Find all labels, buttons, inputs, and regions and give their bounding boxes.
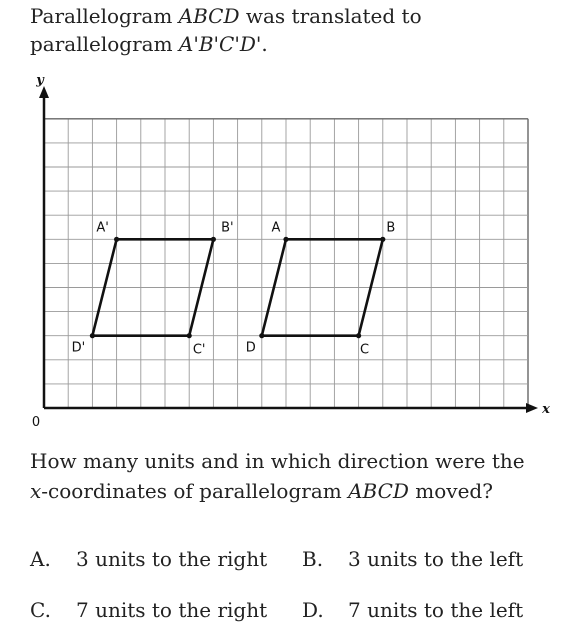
coordinate-grid-figure — [0, 70, 575, 430]
vertex-point — [211, 237, 216, 242]
vertex-label-c: C — [360, 342, 370, 358]
choice-b[interactable] — [302, 546, 523, 572]
choice-letter: C. — [30, 598, 51, 622]
image-parallelogram-name: A'B'C'D' — [178, 32, 262, 56]
vertex-label-a-prime: A' — [96, 220, 109, 236]
parallelogram-name: ABCD — [348, 479, 409, 503]
choice-text: 7 units to the left — [348, 598, 524, 622]
x-variable: x — [30, 479, 42, 503]
origin-label: 0 — [31, 415, 41, 430]
problem-intro — [30, 2, 560, 58]
intro-text: Parallelogram — [30, 4, 179, 28]
question — [30, 446, 560, 506]
vertex-label-d-prime: D' — [71, 340, 86, 356]
question-text: moved? — [408, 479, 493, 503]
vertex-point — [187, 333, 192, 338]
choice-text: 7 units to the right — [76, 598, 268, 622]
vertex-label-c-prime: C' — [192, 342, 206, 358]
choice-a[interactable] — [30, 546, 267, 572]
choice-c[interactable] — [30, 597, 267, 623]
vertex-labels — [72, 220, 396, 357]
question-text: -coordinates of parallelogram — [41, 479, 349, 503]
choice-text: 3 units to the right — [76, 547, 268, 571]
vertex-point — [259, 333, 264, 338]
intro-text: was translated to — [239, 4, 422, 28]
vertex-label-d: D — [245, 340, 256, 356]
vertex-point — [90, 333, 95, 338]
vertex-point — [283, 237, 288, 242]
intro-text: parallelogram — [30, 32, 179, 56]
vertex-label-a: A — [271, 220, 281, 236]
choice-letter: B. — [302, 547, 324, 571]
choice-d[interactable] — [302, 597, 523, 623]
grid-lines — [44, 119, 528, 408]
x-axis-arrow — [526, 403, 538, 413]
vertex-label-b: B — [386, 220, 396, 236]
parallelogram-name: ABCD — [178, 4, 240, 28]
choice-letter: A. — [30, 547, 51, 571]
axes — [32, 73, 550, 430]
vertex-label-b-prime: B' — [221, 220, 234, 236]
x-axis-label: x — [542, 402, 550, 417]
intro-line-1 — [30, 2, 560, 30]
question-line-1: How many units and in which direction were the — [30, 449, 525, 473]
choice-text: 3 units to the left — [348, 547, 524, 571]
vertex-point — [380, 237, 385, 242]
vertex-point — [356, 333, 361, 338]
question-line-2 — [30, 476, 560, 506]
intro-period: . — [261, 32, 268, 56]
intro-line-2 — [30, 30, 560, 58]
y-axis-label: y — [36, 73, 44, 88]
vertex-point — [114, 237, 119, 242]
choice-letter: D. — [302, 598, 324, 622]
